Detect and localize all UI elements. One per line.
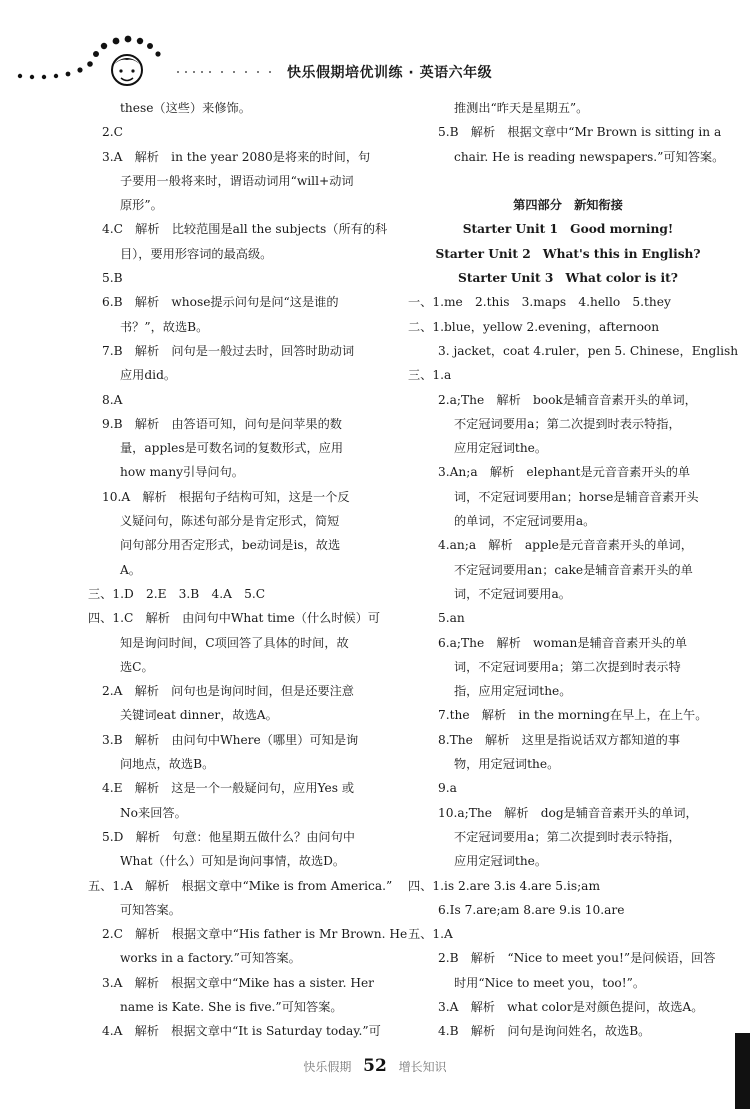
answer-line: 5.B <box>102 271 123 286</box>
answer-line: name is Kate. She is five.”可知答案。 <box>120 999 343 1014</box>
answer-line: 物，用定冠词the。 <box>454 757 560 772</box>
page-footer <box>0 1056 750 1076</box>
answer-line: 应用定冠词the。 <box>454 441 548 456</box>
answer-line: 五、1.A <box>408 927 453 942</box>
answer-line: A。 <box>120 562 141 577</box>
answer-line: 四、1.is 2.are 3.is 4.are 5.is;am <box>408 878 601 893</box>
answer-line: 10.A 解析 根据句子结构可知，这是一个反 <box>102 489 350 504</box>
answer-line: 量，apples是可数名词的复数形式，应用 <box>120 441 344 456</box>
answer-line: 3.B 解析 由问句中Where（哪里）可知是询 <box>102 732 359 747</box>
answer-line: 可知答案。 <box>120 902 181 917</box>
answer-line: 三、1.D 2.E 3.B 4.A 5.C <box>88 586 266 601</box>
left-column <box>88 96 408 1044</box>
answer-line: What（什么）可知是询问事情，故选D。 <box>120 854 346 869</box>
answer-line: 子要用一般将来时，谓语动词用“will+动词 <box>120 173 354 188</box>
answer-line: these（这些）来修饰。 <box>120 101 251 115</box>
answer-line: 3.A 解析 in the year 2080是将来的时间，句 <box>102 149 371 164</box>
answer-line: 关键词eat dinner，故选A。 <box>120 708 278 723</box>
answer-line: 6.a;The 解析 woman是辅音音素开头的单 <box>438 635 688 650</box>
answer-line: 9.B 解析 由答语可知，问句是问苹果的数 <box>102 416 342 431</box>
answer-line: 3. jacket，coat 4.ruler，pen 5. Chinese，English <box>438 343 739 358</box>
answer-line: 3.A 解析 根据文章中“Mike has a sister. Her <box>102 975 374 990</box>
answer-line: 指，应用定冠词the。 <box>454 684 572 699</box>
answer-line: 8.A <box>102 392 123 407</box>
answer-line: 4.C 解析 比较范围是all the subjects（所有的科 <box>102 222 388 237</box>
answer-line: 3.An;a 解析 elephant是元音音素开头的单 <box>438 465 691 480</box>
answer-line: 8.The 解析 这里是指说话双方都知道的事 <box>438 732 681 747</box>
answer-line: 问句部分用否定形式，be动词是is，故选 <box>120 538 341 553</box>
answer-line: 应用定冠词the。 <box>454 854 548 869</box>
right-column <box>408 96 739 1044</box>
answer-line: 二、1.blue，yellow 2.evening，afternoon <box>408 319 660 334</box>
answer-line: 5.D 解析 句意：他星期五做什么？由问句中 <box>102 829 355 844</box>
answer-line: 的单词，不定冠词要用a。 <box>454 514 596 529</box>
answer-line: 选C。 <box>120 659 154 674</box>
answer-line: how many引导问句。 <box>120 465 244 480</box>
footer-right-text: 增长知识 <box>398 1060 447 1074</box>
answer-line: 应用did。 <box>120 368 177 383</box>
page-edge-tab <box>735 1033 750 1109</box>
answer-line: 词，不定冠词要用an；horse是辅音音素开头 <box>454 489 699 504</box>
answer-line: 义疑问句，陈述句部分是肯定形式，简短 <box>120 514 340 529</box>
answer-line: 目），要用形容词的最高级。 <box>120 246 273 261</box>
section-heading: Starter Unit 1 Good morning! <box>462 222 674 237</box>
answer-line: 词，不定冠词要用a。 <box>454 586 571 601</box>
answer-line: 时用“Nice to meet you，too!”。 <box>454 975 646 990</box>
page-number: 52 <box>363 1056 387 1076</box>
answer-line: 不定冠词要用an；cake是辅音音素开头的单 <box>454 562 693 577</box>
answer-line: 6.B 解析 whose提示问句是问“这是谁的 <box>102 295 339 310</box>
answer-line: 知是询问时间，C项回答了具体的时间，故 <box>120 635 349 650</box>
section-heading: 第四部分 新知衔接 <box>513 198 623 213</box>
answer-line: 一、1.me 2.this 3.maps 4.hello 5.they <box>408 295 671 310</box>
answer-line: 4.A 解析 根据文章中“It is Saturday today.”可 <box>102 1024 381 1039</box>
answer-line: No来回答。 <box>120 805 187 820</box>
answer-line: chair. He is reading newspapers.”可知答案。 <box>454 149 725 164</box>
stars-mascot-decoration <box>0 28 300 98</box>
answer-line: 2.B 解析 “Nice to meet you!”是问候语，回答 <box>438 951 716 966</box>
section-heading: Starter Unit 2 What's this in English? <box>435 246 701 261</box>
answer-line: 4.B 解析 问句是询问姓名，故选B。 <box>438 1024 651 1039</box>
answer-line: 书？”，故选B。 <box>120 319 209 334</box>
answer-line: 2.A 解析 问句也是询问时间，但是还要注意 <box>102 684 354 699</box>
answer-line: 问地点，故选B。 <box>120 757 215 772</box>
answer-line: 7.the 解析 in the morning在早上，在上午。 <box>438 708 708 723</box>
answer-line: 推测出“昨天是星期五”。 <box>454 101 589 115</box>
answer-line: 五、1.A 解析 根据文章中“Mike is from America.” <box>88 878 393 893</box>
answer-line: 4.an;a 解析 apple是元音音素开头的单词， <box>438 538 693 553</box>
answer-line: 2.C 解析 根据文章中“His father is Mr Brown. He <box>102 927 408 942</box>
answer-line: 4.E 解析 这是一个一般疑问句，应用Yes 或 <box>102 781 355 796</box>
answer-line: 原形”。 <box>120 198 163 213</box>
answer-line: 3.A 解析 what color是对颜色提问，故选A。 <box>438 999 704 1014</box>
answer-line: 2.a;The 解析 book是辅音音素开头的单词， <box>438 392 697 407</box>
answer-line: 2.C <box>102 125 123 140</box>
page-header <box>0 0 750 100</box>
answer-line: 9.a <box>438 781 457 796</box>
answer-line <box>408 169 728 193</box>
answer-line: 三、1.a <box>408 368 452 383</box>
answer-line: 10.a;The 解析 dog是辅音音素开头的单词， <box>438 805 698 820</box>
answer-line: 5.B 解析 根据文章中“Mr Brown is sitting in a <box>438 125 722 140</box>
footer-left-text: 快乐假期 <box>303 1060 352 1074</box>
answer-line: 词，不定冠词要用a；第二次提到时表示特 <box>454 659 681 674</box>
series-title: 快乐假期培优训练 · 英语六年级 <box>287 65 493 81</box>
answer-line: 6.Is 7.are;am 8.are 9.is 10.are <box>438 902 625 917</box>
answer-line: works in a factory.”可知答案。 <box>120 951 301 966</box>
answer-line: 不定冠词要用a；第二次提到时表示特指， <box>454 829 681 844</box>
answer-line: 5.an <box>438 611 465 626</box>
section-heading: Starter Unit 3 What color is it? <box>458 271 678 286</box>
answer-line: 7.B 解析 问句是一般过去时，回答时助动词 <box>102 343 355 358</box>
answer-line: 不定冠词要用a；第二次提到时表示特指， <box>454 416 681 431</box>
answer-line: 四、1.C 解析 由问句中What time（什么时候）可 <box>88 611 381 626</box>
